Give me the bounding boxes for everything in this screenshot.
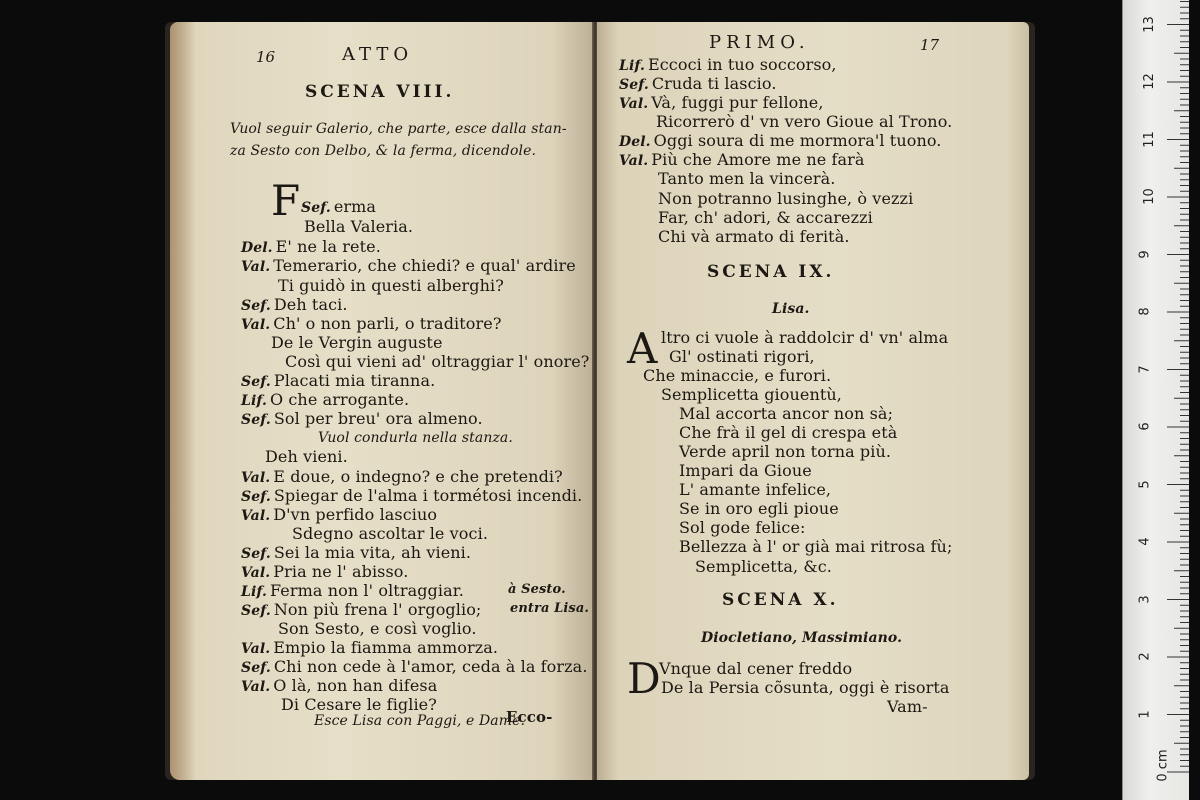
text-line xyxy=(655,170,835,189)
line-text: Son Sesto, e così voglio. xyxy=(278,619,477,638)
line-text: E' ne la rete. xyxy=(275,237,381,256)
text-line xyxy=(241,238,381,257)
page-number: 16 xyxy=(256,48,276,66)
text-line: Impari da Gioue xyxy=(679,461,812,480)
text-line: De la Persia cõsunta, oggi è risorta xyxy=(661,678,950,697)
line-text: D'vn perfido lasciuo xyxy=(273,505,438,524)
text-line: Semplicetta giouentù, xyxy=(661,385,842,404)
text-line xyxy=(301,218,413,237)
line-text: E doue, o indegno? e che pretendi? xyxy=(273,467,563,486)
ruler-number: 6 xyxy=(1137,422,1153,431)
speaker-label: Del. xyxy=(619,134,651,150)
text-line xyxy=(282,353,589,372)
line-text: Non più frena l' orgoglio; xyxy=(273,600,482,619)
running-head: PRIMO. xyxy=(709,32,810,53)
speaker-label: Val. xyxy=(241,641,271,657)
speaker-label: Val. xyxy=(241,259,271,275)
text-line xyxy=(241,563,408,582)
line-text: O che arrogante. xyxy=(269,390,410,409)
speaker-label: Lif. xyxy=(241,393,267,409)
speaker-label: Lif. xyxy=(241,584,267,600)
text-line xyxy=(619,151,865,170)
line-text: Esce Lisa con Paggi, e Dame. xyxy=(314,713,526,729)
text-line xyxy=(619,56,837,75)
drop-cap: D xyxy=(627,654,661,703)
speaker-label: Val. xyxy=(241,317,271,333)
speaker-label: Sef. xyxy=(241,412,271,428)
drop-cap: A xyxy=(627,324,658,373)
text-line xyxy=(262,448,348,467)
ruler-number: 4 xyxy=(1137,537,1153,546)
text-line xyxy=(315,429,513,447)
right-page xyxy=(597,22,1029,780)
text-line xyxy=(311,712,525,730)
speaker-label: Val. xyxy=(619,153,649,169)
text-line xyxy=(301,198,376,217)
line-text: Eccoci in tuo soccorso, xyxy=(647,55,837,74)
line-text: Chi và armato di ferità. xyxy=(658,227,850,246)
line-text: Sdegno ascoltar le voci. xyxy=(292,524,489,543)
speaker-label: Sef. xyxy=(301,200,331,216)
line-text: Empio la fiamma ammorza. xyxy=(273,638,499,657)
open-book xyxy=(165,22,1035,780)
text-line xyxy=(241,639,498,658)
text-line xyxy=(655,209,873,228)
text-line: Che minaccie, e furori. xyxy=(643,366,832,385)
speaker-label: Sef. xyxy=(241,660,271,676)
page-stain xyxy=(170,22,196,780)
ruler-number: 7 xyxy=(1137,364,1153,374)
line-text: Far, ch' adori, & accarezzi xyxy=(658,208,873,227)
text-line xyxy=(241,601,481,620)
text-line xyxy=(268,334,443,353)
text-line: Gl' ostinati rigori, xyxy=(669,347,815,366)
text-line xyxy=(241,487,582,506)
speaker-label: Sef. xyxy=(241,374,271,390)
line-text: Ricorrerò d' vn vero Gioue al Trono. xyxy=(656,112,953,131)
line-text: Non potranno lusinghe, ò vezzi xyxy=(658,189,914,208)
text-line xyxy=(241,468,563,487)
text-line xyxy=(275,277,504,296)
line-text: Più che Amore me ne farà xyxy=(651,150,865,169)
line-text: erma xyxy=(333,197,377,216)
line-text: Sol per breu' ora almeno. xyxy=(273,409,483,428)
text-line xyxy=(241,582,464,601)
line-text: Ti guidò in questi alberghi? xyxy=(278,276,504,295)
line-text: Sei la mia vita, ah vieni. xyxy=(273,543,472,562)
speaker-label: Sef. xyxy=(241,603,271,619)
text-line xyxy=(241,677,437,696)
page-number: 17 xyxy=(920,36,940,54)
line-text: Deh vieni. xyxy=(265,447,348,466)
text-line: Bellezza à l' or già mai ritrosa fù; xyxy=(679,537,953,556)
line-text: O là, non han difesa xyxy=(273,676,438,695)
running-head: ATTO xyxy=(342,44,414,65)
measuring-ruler xyxy=(1122,0,1189,800)
drop-cap: F xyxy=(271,176,301,225)
text-line xyxy=(241,315,502,334)
ruler-number: 13 xyxy=(1141,15,1157,33)
text-line xyxy=(241,544,471,563)
speaker-label: Sef. xyxy=(241,546,271,562)
line-text: Placati mia tiranna. xyxy=(273,371,436,390)
text-line xyxy=(241,506,437,525)
text-line: Verde april non torna più. xyxy=(679,442,892,461)
ruler-number: 3 xyxy=(1137,594,1153,604)
speaker-label: Val. xyxy=(241,470,271,486)
ruler-number: 9 xyxy=(1137,249,1153,259)
scene-characters: Diocletiano, Massimiano. xyxy=(701,630,903,646)
text-line xyxy=(241,296,348,315)
line-text: Deh taci. xyxy=(273,295,348,314)
ruler-number: 10 xyxy=(1141,188,1157,205)
speaker-label: Del. xyxy=(241,240,273,256)
text-line: Mal accorta ancor non sà; xyxy=(679,404,894,423)
text-line xyxy=(241,257,576,276)
text-line xyxy=(241,658,588,677)
speaker-label: Sef. xyxy=(241,298,271,314)
text-line: Vnque dal cener freddo xyxy=(659,659,853,678)
text-line xyxy=(655,228,850,247)
speaker-label: Val. xyxy=(241,565,271,581)
scene-title: SCENA X. xyxy=(722,590,839,610)
text-line: Semplicetta, &c. xyxy=(695,557,832,576)
scene-title: SCENA VIII. xyxy=(305,82,455,102)
text-line: Se in oro egli pioue xyxy=(679,499,839,518)
speaker-label: Sef. xyxy=(619,77,649,93)
line-text: Oggi soura di me mormora'l tuono. xyxy=(653,131,942,150)
ruler-number: 8 xyxy=(1137,307,1153,316)
text-line xyxy=(241,410,483,429)
line-text: Vuol condurla nella stanza. xyxy=(318,430,513,446)
left-page xyxy=(170,22,593,780)
line-text: De le Vergin auguste xyxy=(271,333,443,352)
speaker-label: Val. xyxy=(241,679,271,695)
ruler-number: 2 xyxy=(1137,652,1153,661)
catchword: Ecco- xyxy=(506,708,553,726)
stage-aside: à Sesto. xyxy=(508,582,566,597)
text-line xyxy=(289,525,488,544)
scene-character: Lisa. xyxy=(772,301,810,317)
line-text: Pria ne l' abisso. xyxy=(273,562,409,581)
line-text: Tanto men la vincerà. xyxy=(658,169,836,188)
line-text: Cruda ti lascio. xyxy=(651,74,777,93)
text-line xyxy=(655,190,913,209)
ruler-number: 12 xyxy=(1141,73,1157,90)
ruler-number: 11 xyxy=(1141,130,1157,148)
speaker-label: Val. xyxy=(619,96,649,112)
scene-title: SCENA IX. xyxy=(707,262,835,282)
text-line xyxy=(653,113,952,132)
text-line xyxy=(619,94,824,113)
stage-aside: entra Lisa. xyxy=(510,601,589,616)
line-text: Così qui vieni ad' oltraggiar l' onore? xyxy=(285,352,590,371)
text-line xyxy=(619,132,942,151)
text-line: Che frà il gel di crespa età xyxy=(679,423,898,442)
line-text: Temerario, che chiedi? e qual' ardire xyxy=(273,256,576,275)
text-line: L' amante infelice, xyxy=(679,480,832,499)
line-text: Spiegar de l'alma i tormétosi incendi. xyxy=(273,486,583,505)
stage-direction: Vuol seguir Galerio, che parte, esce dalla stan- xyxy=(230,121,567,137)
text-line: ltro ci vuole à raddolcir d' vn' alma xyxy=(661,328,949,347)
ruler-scale xyxy=(1123,0,1189,800)
text-line xyxy=(241,372,435,391)
line-text: Bella Valeria. xyxy=(304,217,414,236)
line-text: Di Cesare le figlie? xyxy=(281,695,437,714)
text-line xyxy=(619,75,777,94)
speaker-label: Sef. xyxy=(241,489,271,505)
line-text: Ch' o non parli, o traditore? xyxy=(273,314,502,333)
ruler-number: 5 xyxy=(1137,479,1153,489)
speaker-label: Lif. xyxy=(619,58,645,74)
stage-direction: za Sesto con Delbo, & la ferma, dicendole. xyxy=(230,143,537,159)
text-line xyxy=(275,620,477,639)
line-text: Và, fuggi pur fellone, xyxy=(651,93,824,112)
text-line: Sol gode felice: xyxy=(679,518,806,537)
line-text: Chi non cede à l'amor, ceda à la forza. xyxy=(273,657,588,676)
text-line: Vam- xyxy=(887,697,928,716)
text-line xyxy=(241,391,409,410)
ruler-number: 1 xyxy=(1137,709,1153,719)
line-text: Ferma non l' oltraggiar. xyxy=(269,581,464,600)
speaker-label: Val. xyxy=(241,508,271,524)
ruler-unit-label: 0 cm xyxy=(1155,749,1171,782)
